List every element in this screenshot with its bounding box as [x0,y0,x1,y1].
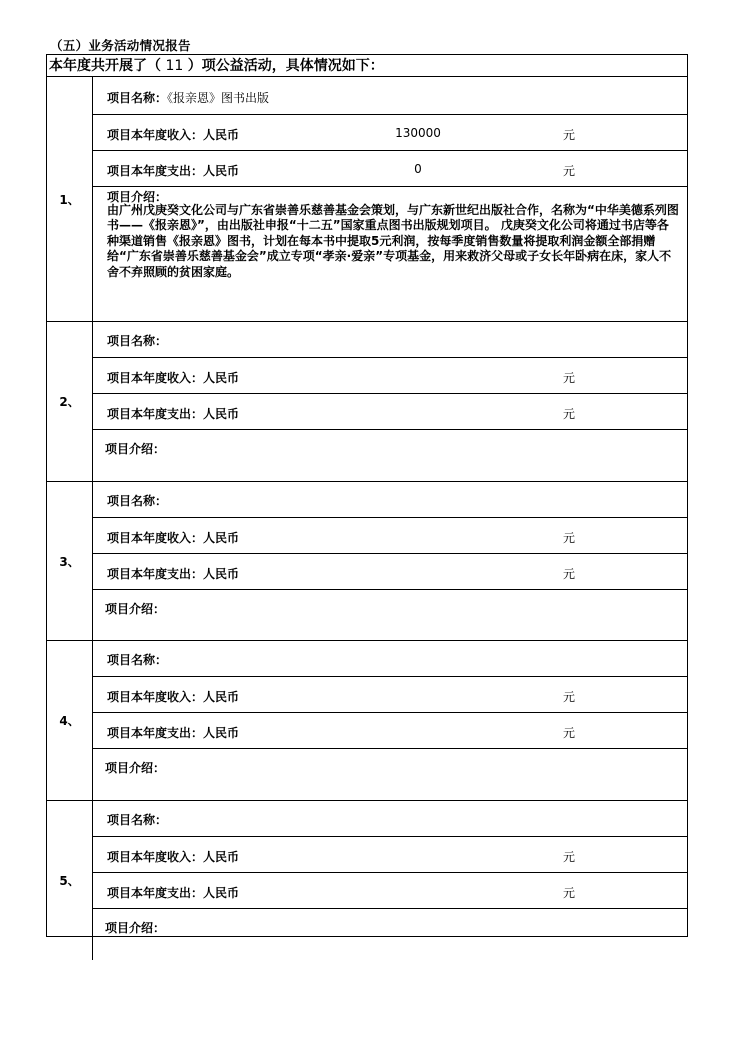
project-expense-unit: 元 [563,567,576,581]
project-expense-row [93,713,687,749]
project-income-label: 项目本年度收入：人民币 [107,531,240,545]
project-intro-label: 项目介绍： [105,921,166,935]
project-name-value: 《报亲恩》图书出版 [167,91,270,105]
project-income-unit: 元 [563,850,576,864]
project-intro-row [93,909,687,960]
project-intro-label: 项目介绍： [105,761,166,775]
project-block [47,77,687,322]
project-expense-label: 项目本年度支出：人民币 [107,886,240,900]
project-index: 3、 [47,482,93,640]
project-income-label: 项目本年度收入：人民币 [107,850,240,864]
project-income-label: 项目本年度收入：人民币 [107,371,240,385]
project-intro-row [93,590,687,641]
project-income-row [93,358,687,394]
project-expense-label: 项目本年度支出：人民币 [107,726,240,740]
project-expense-row [93,151,687,187]
project-expense-row [93,873,687,909]
project-intro-text: 由广州戊庚癸文化公司与广东省崇善乐慈善基金会策划，与广东新世纪出版社合作，名称为“中华美德系列图书——《报亲恩》”，由出版社申报“十二五”国家重点图书出版规划项目。 戊庚癸文化公司将通过书店等各种渠道销售《报亲恩》图书，计划在每本书中提取5元利润，按每季度销售数量将提取利润金额全部捐赠给“广东省崇善乐慈善基金会”成立专项“孝亲·爱亲”专项基金，用来救济父母或子女长年卧病在床，家人不舍不弃照顾的贫困家庭。 [107,203,679,279]
project-expense-label: 项目本年度支出：人民币 [107,164,240,178]
project-name-label: 项目名称： [107,653,168,667]
project-income-unit: 元 [563,531,576,545]
project-intro-label: 项目介绍： [105,442,166,456]
project-income-label: 项目本年度收入：人民币 [107,690,240,704]
project-income-row [93,837,687,873]
project-index: 5、 [47,801,93,960]
project-income-row [93,677,687,713]
project-index: 4、 [47,641,93,800]
project-name-label: 项目名称： [107,494,168,508]
header-suffix: ）项公益活动，具体情况如下： [187,58,384,74]
project-name-row [93,482,687,518]
project-income-unit: 元 [563,128,576,142]
activity-report-table [46,54,688,937]
section-title: （五）业务活动情况报告 [50,38,191,53]
activity-count: 11 [161,58,188,74]
project-income-label: 项目本年度收入：人民币 [107,128,240,142]
project-index: 1、 [47,77,93,321]
project-income-row [93,518,687,554]
project-intro-row [93,430,687,482]
project-expense-value: 0 [414,162,422,176]
project-name-row [93,322,687,358]
report-header [47,55,687,77]
project-name-row [93,77,687,115]
project-intro-label: 项目介绍： [107,190,168,204]
header-prefix: 本年度共开展了（ [49,58,161,74]
project-income-unit: 元 [563,371,576,385]
project-intro-label: 项目介绍： [105,602,166,616]
project-name-row [93,801,687,837]
project-block [47,641,687,801]
project-list [47,77,687,960]
project-expense-unit: 元 [563,886,576,900]
project-income-unit: 元 [563,690,576,704]
project-expense-row [93,394,687,430]
project-expense-unit: 元 [563,726,576,740]
project-block [47,801,687,960]
project-intro-row [93,749,687,801]
project-block [47,322,687,482]
project-intro-row [93,187,687,322]
project-expense-label: 项目本年度支出：人民币 [107,567,240,581]
project-income-row [93,115,687,151]
project-block [47,482,687,641]
project-expense-row [93,554,687,590]
project-expense-unit: 元 [563,164,576,178]
project-name-row [93,641,687,677]
project-name-label: 项目名称： [107,813,168,827]
project-income-value: 130000 [395,126,441,140]
project-expense-unit: 元 [563,407,576,421]
project-expense-label: 项目本年度支出：人民币 [107,407,240,421]
project-name-label: 项目名称：《报亲恩》图书出版 [107,91,270,105]
project-name-label: 项目名称： [107,334,168,348]
project-index: 2、 [47,322,93,481]
